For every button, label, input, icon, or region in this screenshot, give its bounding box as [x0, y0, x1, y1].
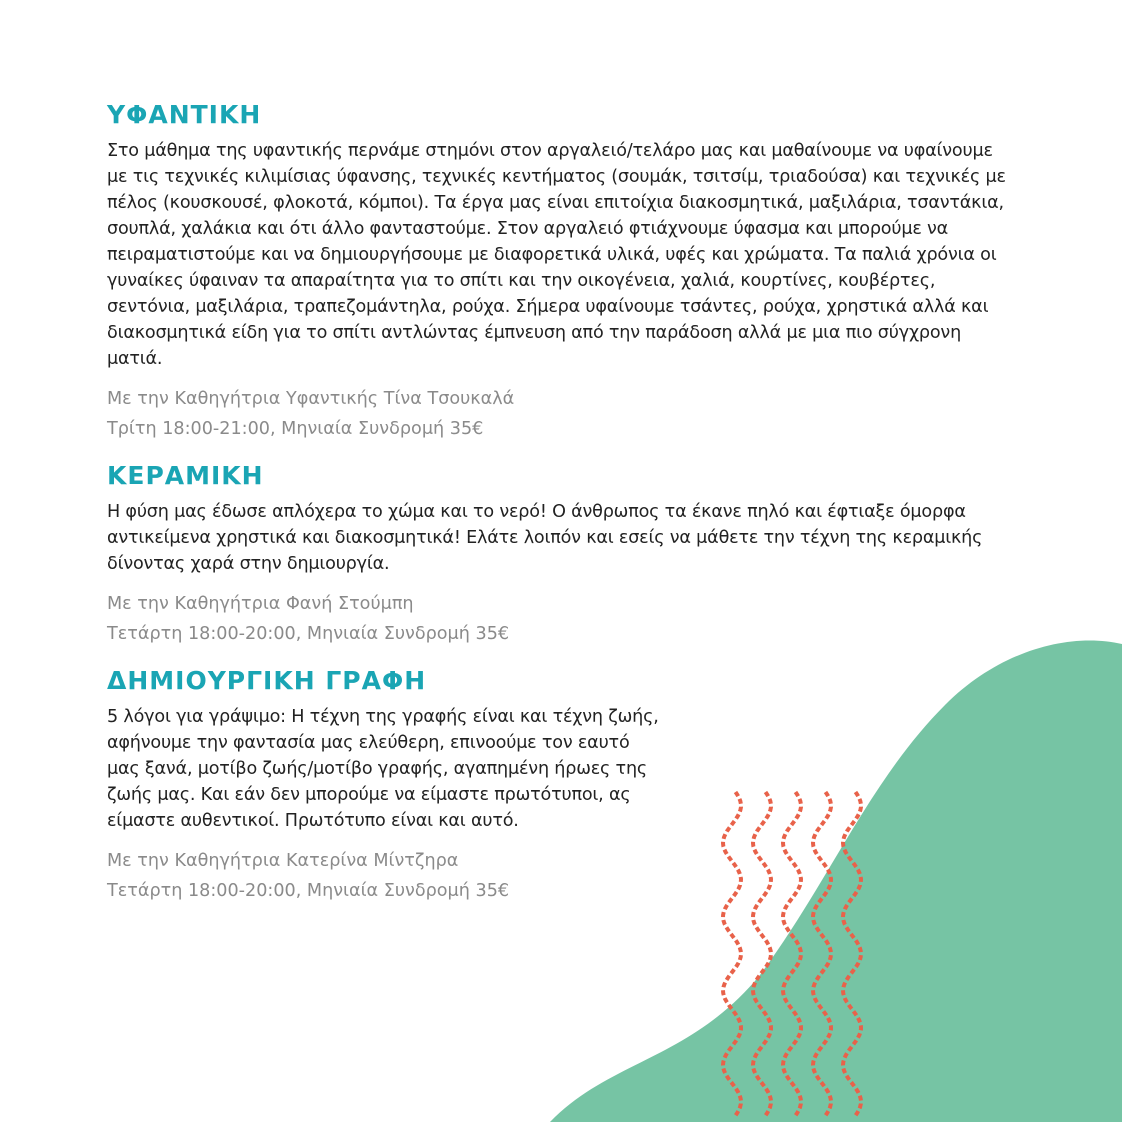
ceramics-info — [107, 589, 1067, 649]
weaving-title: ΥΦΑΝΤΙΚΗ — [107, 100, 262, 129]
ceramics-description: Η φύση μας έδωσε απλόχερα το χώμα και το νερό! Ο άνθρωπος τα έκανε πηλό και έφτιαξε όμορφα αντικείμενα χρηστικά και διακοσμητικά! Ελάτε λοιπόν και εσείς να μάθετε την τέχνη της κεραμικής δίνοντας χαρά στην δημιουργία. — [107, 502, 983, 574]
ceramics-schedule: Τετάρτη 18:00-20:00, Μηνιαία Συνδρομή 35€ — [107, 624, 510, 644]
creative-writing-schedule: Τετάρτη 18:00-20:00, Μηνιαία Συνδρομή 35€ — [107, 881, 510, 901]
page-content — [107, 98, 1067, 906]
ceramics-teacher: Με την Καθηγήτρια Φανή Στούμπη — [107, 594, 414, 614]
weaving-description: Στο μάθημα της υφαντικής περνάμε στημόνι στον αργαλειό/τελάρο μας και μαθαίνουμε να υφαίνουμε με τις τεχνικές κιλιμίσιας ύφανσης, τεχνικές κεντήματος (σουμάκ, τσιτσίμ, τριαδούσα) και τεχνικές με πέλος (κουσκουσέ, φλοκοτά, κόμποι). Τα έργα μας είναι επιτοίχια διακοσμητικά, μαξιλάρια, τσαντάκια, σουπλά, χαλάκια και ότι άλλο φανταστούμε. Στον αργαλειό φτιάχνουμε ύφασμα και μπορούμε να πειραματιστούμε και να δημιουργήσουμε με διαφορετικά υλικά, υφές και χρώματα. Τα παλιά χρόνια οι γυναίκες ύφαιναν τα απαραίτητα για το σπίτι και την οικογένεια, χαλιά, κουρτίνες, κουβέρτες, σεντόνια, μαξιλάρια, τραπεζομάντηλα, ρούχα. Σήμερα υφαίνουμε τσάντες, ρούχα, χρηστικά αλλά και διακοσμητικά είδη για το σπίτι αντλώντας έμπνευση από την παράδοση αλλά με μια πιο σύγχρονη ματιά. — [107, 141, 1006, 369]
creative-writing-teacher: Με την Καθηγήτρια Κατερίνα Μίντζηρα — [107, 851, 459, 871]
creative-writing-section — [107, 664, 1067, 906]
creative-writing-title: ΔΗΜΙΟΥΡΓΙΚΗ ΓΡΑΦΗ — [107, 666, 427, 695]
creative-writing-description: 5 λόγοι για γράψιμο: Η τέχνη της γραφής είναι και τέχνη ζωής, αφήνουμε την φαντασία μας ελεύθερη, επινοούμε τον εαυτό μας ξανά, μοτίβο ζωής/μοτίβο γραφής, αγαπημένη ήρωες της ζωής μας. Και εάν δεν μπορούμε να είμαστε πρωτότυποι, ας είμαστε αυθεντικοί. Πρωτότυπο είναι και αυτό. — [107, 707, 659, 831]
weaving-schedule: Τρίτη 18:00-21:00, Μηνιαία Συνδρομή 35€ — [107, 419, 484, 439]
weaving-info — [107, 384, 1067, 444]
weaving-teacher: Με την Καθηγήτρια Υφαντικής Τίνα Τσουκαλά — [107, 389, 515, 409]
creative-writing-info — [107, 846, 1067, 906]
ceramics-section — [107, 459, 1067, 649]
ceramics-title: ΚΕΡΑΜΙΚΗ — [107, 461, 264, 490]
weaving-section — [107, 98, 1067, 444]
